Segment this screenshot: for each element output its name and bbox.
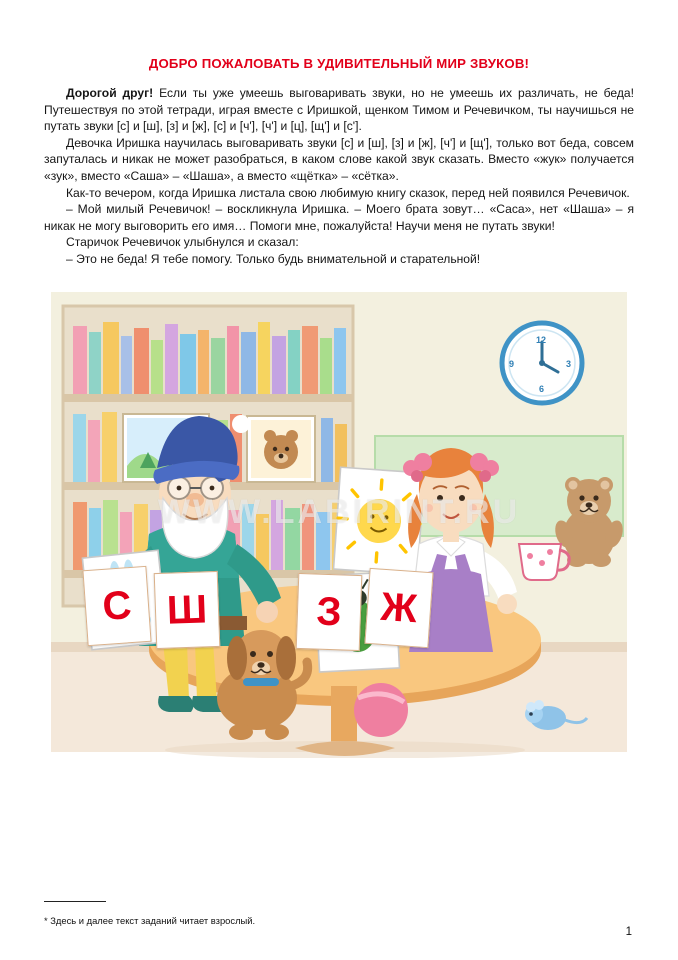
watermark: WWW.LABIRINT.RU [157, 493, 521, 532]
paragraph-lead: Дорогой друг! [66, 86, 154, 100]
clock-number: 3 [566, 358, 572, 369]
clock-number: 9 [509, 358, 515, 369]
scene-svg [45, 286, 633, 758]
paragraph-body: Если ты уже умеешь выговаривать звуки, но не умеешь их различать, не беда! Путешествуя по этой тетради, играя вместе с Иришкой, щенком Тимом и Речевичком, ты научишься не путать звуки [с] и [ш], [з] и [ж], [с] и [ч'], [ч'] и [ц], [щ'] и [с']. [44, 86, 635, 134]
illustration [45, 286, 633, 758]
body-text [44, 85, 634, 268]
footnote: * Здесь и далее текст заданий читает взрослый. [44, 915, 256, 926]
page-title: ДОБРО ПОЖАЛОВАТЬ В УДИВИТЕЛЬНЫЙ МИР ЗВУКОВ! [148, 56, 530, 71]
letter-card: Ш [154, 570, 221, 648]
clock-number: 12 [536, 334, 547, 345]
paragraph-6: – Это не беда! Я тебе помогу. Только будь внимательной и старательной! [66, 251, 481, 266]
footnote-divider [44, 901, 106, 902]
page-number: 1 [625, 926, 632, 938]
paragraph-3: Как-то вечером, когда Иришка листала свою любимую книгу сказок, перед ней появился Речевичок. [66, 185, 630, 200]
letter-card: С [82, 565, 151, 645]
paragraph-4: – Мой милый Речевичок! – воскликнула Иришка. – Моего брата зовут… «Саса», нет «Шаша» – я никак не могу выговорить его имя… Помоги мне, пожалуйста! Научи меня не путать звуки! [44, 202, 634, 233]
pink-ball [354, 683, 408, 737]
letter-card: Ж [364, 567, 433, 647]
paragraph-2: Девочка Иришка научилась выговаривать звуки [с] и [ш], [з] и [ж], [ч'] и [щ'], только вот беда, совсем запуталась и никак не может разобраться, в каком слове какой звук сказать. Вместо «жук» получается «зук», вместо «Саша» – «Шаша», а вместо «щётка» – «сётка». [44, 135, 634, 183]
letter-card: З [296, 572, 363, 650]
clock-number: 6 [539, 383, 545, 394]
paragraph-5: Старичок Речевичок улыбнулся и сказал: [66, 235, 299, 250]
paragraph-1 [44, 85, 634, 135]
